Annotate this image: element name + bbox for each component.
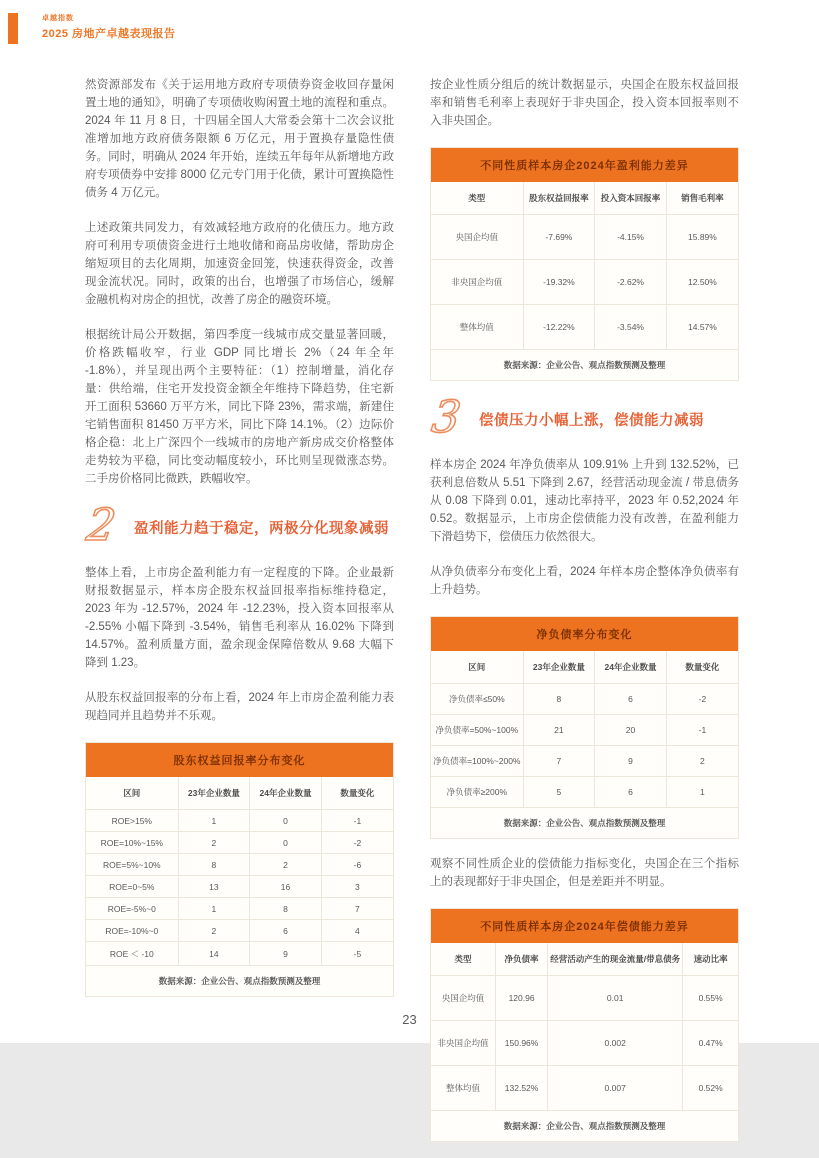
table-cell: -2 <box>666 684 738 715</box>
column-header: 数量变化 <box>321 777 393 810</box>
table-row <box>431 215 738 260</box>
table-cell: -19.32% <box>523 260 595 305</box>
table-cell: 13 <box>178 876 250 898</box>
table-cell: 0 <box>250 810 322 832</box>
table-cell: 8 <box>178 854 250 876</box>
column-header: 类型 <box>431 943 495 976</box>
table-row <box>431 305 738 350</box>
paragraph-netdebt-trend: 从净负债率分布变化上看，2024 年样本房企整体净负债率有上升趋势。 <box>430 566 739 597</box>
table-cell: 6 <box>595 777 667 808</box>
table-cell: 3 <box>321 876 393 898</box>
table-cell: -1 <box>321 810 393 832</box>
table-cell: ROE=10%~15% <box>86 832 178 854</box>
table-cell: 4 <box>321 920 393 942</box>
table-cell: 21 <box>523 715 595 746</box>
table-cell: 5 <box>523 777 595 808</box>
report-title: 2025 房地产卓越表现报告 <box>42 28 176 40</box>
table-cell: 0.002 <box>548 1021 683 1066</box>
table-cell: 14 <box>178 942 250 966</box>
table-cell: 9 <box>595 746 667 777</box>
table-header-row <box>86 777 393 810</box>
table-row <box>431 715 738 746</box>
table-row <box>431 684 738 715</box>
column-header: 区间 <box>86 777 178 810</box>
table-cell: 非央国企均值 <box>431 260 523 305</box>
table-cell: 0.01 <box>548 976 683 1021</box>
column-header: 股东权益回报率 <box>523 182 595 215</box>
table-cell: -6 <box>321 854 393 876</box>
column-header: 23年企业数量 <box>178 777 250 810</box>
section-title-3: 偿债压力小幅上涨，偿债能力减弱 <box>479 413 704 430</box>
table-grid <box>431 182 738 350</box>
column-header: 24年企业数量 <box>250 777 322 810</box>
table-grid <box>431 943 738 1111</box>
table-row <box>431 746 738 777</box>
table-cell: ROE=-5%~0 <box>86 898 178 920</box>
table-cell: 9 <box>250 942 322 966</box>
paragraph-ownership-comparison: 按企业性质分组后的统计数据显示，央国企在股东权益回报率和销售毛利率上表现好于非央国企，投入资本回报率则不入非央国企。 <box>430 79 739 127</box>
table-source: 数据来源：企业公告、观点指数预测及整理 <box>503 360 666 370</box>
paragraph-policy-effect: 上述政策共同发力，有效减轻地方政府的化债压力。地方政府可利用专项债资金进行土地收储和商品房收储，帮助房企缩短项目的去化周期，加速资金回笼，快速获得资金，改善现金流状况。同时，政策的出台，也增强了市场信心，缓解金融机构对房企的担忧，改善了房企的融资环境。 <box>85 222 394 306</box>
table-cell: 2 <box>178 920 250 942</box>
paragraph-roe-distribution: 从股东权益回报率的分布上看，2024 年上市房企盈利能力表现趋同并且趋势并不乐观。 <box>85 692 394 723</box>
table-cell: 央国企均值 <box>431 215 523 260</box>
table-row <box>431 260 738 305</box>
table-roe-distribution <box>85 742 394 997</box>
column-header: 经营活动产生的现金流量/带息债务 <box>548 943 683 976</box>
table-grid <box>431 651 738 808</box>
table-title: 股东权益回报率分布变化 <box>86 743 393 777</box>
table-cell: 净负债率=50%~100% <box>431 715 523 746</box>
column-header: 净负债率 <box>495 943 547 976</box>
table-cell: 1 <box>178 898 250 920</box>
table-cell: ROE=0~5% <box>86 876 178 898</box>
table-cell: ROE>15% <box>86 810 178 832</box>
table-cell: 2 <box>178 832 250 854</box>
table-source: 数据来源：企业公告、观点指数预测及整理 <box>158 976 321 987</box>
table-cell: 14.57% <box>666 305 738 350</box>
section-number-3: 3 <box>428 392 464 443</box>
table-row <box>86 832 393 854</box>
column-header: 投入资本回报率 <box>595 182 667 215</box>
table-cell: ROE=-10%~0 <box>86 920 178 942</box>
page-number: 23 <box>402 1012 417 1027</box>
table-row <box>86 942 393 966</box>
table-row <box>431 1021 738 1066</box>
table-cell: 净负债率=100%~200% <box>431 746 523 777</box>
table-cell: 1 <box>178 810 250 832</box>
table-source: 数据来源：企业公告、观点指数预测及整理 <box>503 818 666 829</box>
page-header <box>8 13 176 44</box>
brand-eyebrow: 卓越指数 <box>42 15 74 22</box>
table-cell: 6 <box>250 920 322 942</box>
column-header: 速动比率 <box>683 943 738 976</box>
table-row <box>86 898 393 920</box>
table-cell: 净负债率≥200% <box>431 777 523 808</box>
table-cell: 0.55% <box>683 976 738 1021</box>
paragraph-debt-metrics: 样本房企 2024 年净负债率从 109.91% 上升到 132.52%，已获利息倍数从 5.51 下降到 2.67，经营活动现金流 / 带息债务从 0.08 下降到 0.01，速动比率持平，2023 年 0.52,2024 年 0.52。数据显示，上市房企偿债能力没有改善，在盈利能力下滑趋势下，偿债压力依然很大。 <box>430 459 739 544</box>
column-header: 数量变化 <box>666 651 738 684</box>
table-cell: 132.52% <box>495 1066 547 1111</box>
table-cell: 1 <box>666 777 738 808</box>
table-netdebt-distribution <box>430 616 739 839</box>
table-cell: 12.50% <box>666 260 738 305</box>
table-row <box>86 810 393 832</box>
table-title: 不同性质样本房企2024年盈利能力差异 <box>431 148 738 182</box>
column-header: 23年企业数量 <box>523 651 595 684</box>
paragraph-policy-bonds: 然资源部发布《关于运用地方政府专项债券资金收回存量闲置土地的通知》，明确了专项债收购闲置土地的流程和重点。2024 年 11 月 8 日，十四届全国人大常委会第十二次会议批准增加地方政府债务限额 6 万亿元，用于置换存量隐性债务。同时，明确从 2024 年开始，连续五年每年从新增地方政府专项债券中安排 8000 亿元专门用于化债，累计可置换隐性债务 4 万亿元。 <box>85 79 394 199</box>
table-cell: 0.007 <box>548 1066 683 1111</box>
paragraph-market-data: 根据统计局公开数据，第四季度一线城市成交量显著回暖，价格跌幅收窄，行业 GDP 同比增长 2%（24 年全年 -1.8%），并呈现出两个主要特征：（1）控制增量，消化存量：供给端，住宅开发投资金额全年维持下降趋势，住宅新开工面积 53660 万平方米，同比下降 23%，需求端，新建住宅销售面积 81450 万平方米，同比下降 14.1%。（2）边际价格企稳：北上广深四个一线城市的房地产新房成交价格整体走势较为平稳，同比变动幅度较小，环比则呈现微涨态势。二手房价格同比微跌，跌幅收窄。 <box>85 329 394 485</box>
table-cell: 8 <box>250 898 322 920</box>
table-cell: 央国企均值 <box>431 976 495 1021</box>
section-title-2: 盈利能力趋于稳定，两极分化现象减弱 <box>134 521 389 538</box>
table-profitability-difference <box>430 147 739 381</box>
table-cell: -4.15% <box>595 215 667 260</box>
table-cell: 0 <box>250 832 322 854</box>
table-cell: 6 <box>595 684 667 715</box>
table-title: 净负债率分布变化 <box>431 617 738 651</box>
section-heading-2 <box>83 500 394 551</box>
section-number-2: 2 <box>83 500 119 551</box>
table-cell: 2 <box>666 746 738 777</box>
table-row <box>431 777 738 808</box>
table-cell: 120.96 <box>495 976 547 1021</box>
table-cell: ROE ＜ -10 <box>86 942 178 966</box>
table-header-row <box>431 943 738 976</box>
table-source: 数据来源：企业公告、观点指数预测及整理 <box>503 1121 666 1132</box>
table-cell: 0.47% <box>683 1021 738 1066</box>
column-header: 销售毛利率 <box>666 182 738 215</box>
table-cell: 20 <box>595 715 667 746</box>
column-header: 类型 <box>431 182 523 215</box>
brand-block <box>42 13 176 41</box>
table-cell: 7 <box>523 746 595 777</box>
table-cell: 16 <box>250 876 322 898</box>
table-cell: 8 <box>523 684 595 715</box>
table-cell: -5 <box>321 942 393 966</box>
brand-accent-bar <box>8 13 18 44</box>
table-grid <box>86 777 393 966</box>
section-heading-3 <box>428 392 739 443</box>
table-header-row <box>431 182 738 215</box>
column-header: 区间 <box>431 651 523 684</box>
table-row <box>86 920 393 942</box>
column-header: 24年企业数量 <box>595 651 667 684</box>
table-title: 不同性质样本房企2024年偿债能力差异 <box>431 909 738 943</box>
table-cell: -1 <box>666 715 738 746</box>
table-header-row <box>431 651 738 684</box>
right-column <box>430 76 739 1158</box>
paragraph-solvency-comparison: 观察不同性质企业的偿债能力指标变化，央国企在三个指标上的表现都好于非央国企，但是差距并不明显。 <box>430 858 739 889</box>
table-cell: 整体均值 <box>431 305 523 350</box>
table-cell: 150.96% <box>495 1021 547 1066</box>
table-row <box>86 876 393 898</box>
table-cell: 7 <box>321 898 393 920</box>
table-cell: 0.52% <box>683 1066 738 1111</box>
table-cell: 净负债率≤50% <box>431 684 523 715</box>
table-cell: -2 <box>321 832 393 854</box>
table-row <box>431 1066 738 1111</box>
table-cell: -2.62% <box>595 260 667 305</box>
table-cell: -12.22% <box>523 305 595 350</box>
table-cell: -3.54% <box>595 305 667 350</box>
left-column <box>85 76 394 1158</box>
table-row <box>86 854 393 876</box>
table-cell: -7.69% <box>523 215 595 260</box>
table-cell: 非央国企均值 <box>431 1021 495 1066</box>
table-cell: ROE=5%~10% <box>86 854 178 876</box>
table-cell: 2 <box>250 854 322 876</box>
paragraph-profitability: 整体上看，上市房企盈利能力有一定程度的下降。企业最新财报数据显示，样本房企股东权益回报率指标维持稳定，2023 年为 -12.57%，2024 年 -12.23%，投入资本回报率从 -2.55% 小幅下降到 -3.54%，销售毛利率从 16.02% 下降到 14.57%。盈利质量方面，盈余现金保障倍数从 9.68 大幅下降到 1.23。 <box>85 567 394 670</box>
content-columns <box>85 76 739 1158</box>
table-cell: 整体均值 <box>431 1066 495 1111</box>
table-cell: 15.89% <box>666 215 738 260</box>
